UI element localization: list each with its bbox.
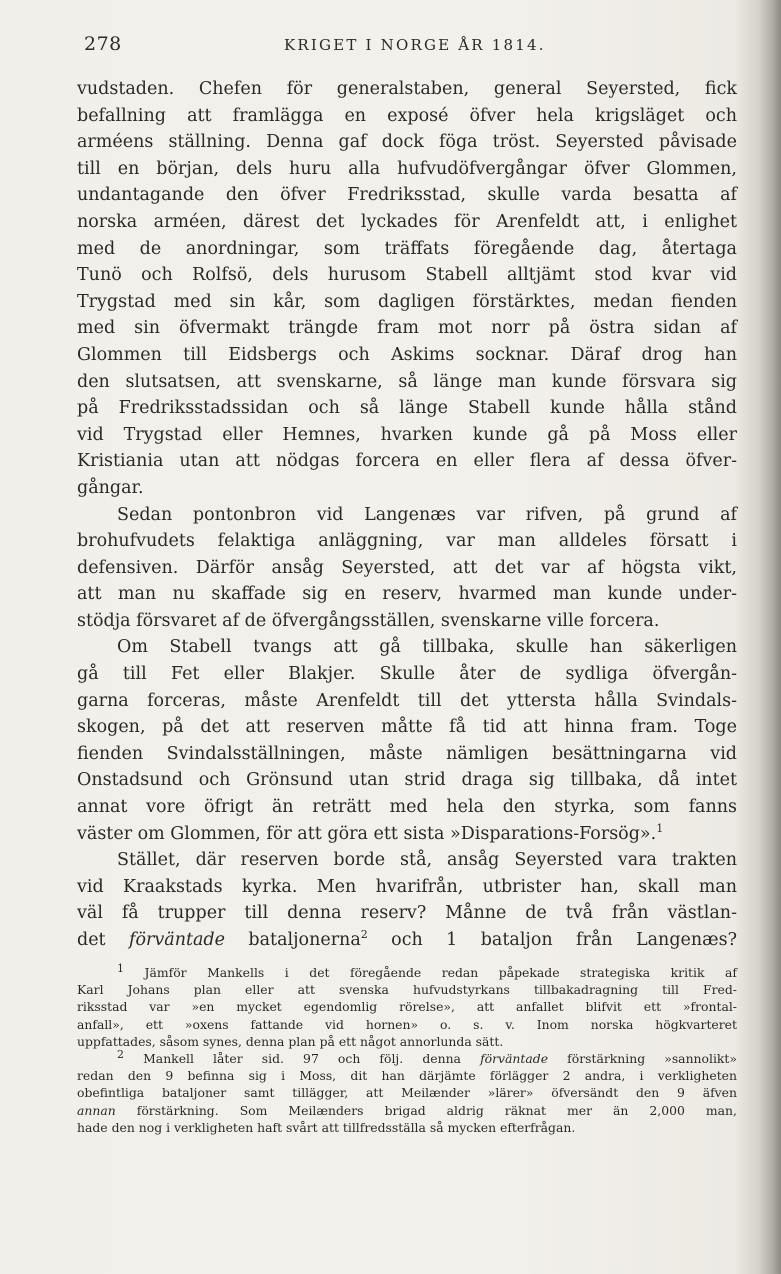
text-line: gångar.	[77, 477, 144, 498]
footnote-2-line: hade den nog i verkligheten haft svårt att tillfredsställa så mycken efterfrågan.	[77, 1119, 576, 1135]
footnote-2-line: obefintliga bataljoner samt tillägger, att Meilænder »lärer» öfversändt den 9 äfven	[77, 1085, 737, 1101]
footnote-1-line: riksstad var »en mycket egendomlig rörelse», att anfallet blifvit ett »frontal-	[77, 999, 737, 1015]
footnote-separator	[84, 958, 734, 959]
footnote-mark-2: 2	[360, 928, 368, 942]
text-line: stödja försvaret af de öfvergångsställen, svenskarne ville forcera.	[77, 610, 660, 631]
italic-word: annan	[77, 1102, 116, 1118]
text-line: befallning att framlägga en exposé öfver hela krigsläget och	[77, 105, 737, 126]
text-line: vid Kraakstads kyrka. Men hvarifrån, utbrister han, skall man	[77, 876, 737, 897]
footnote-text: Jämför Mankells i det föregående redan påpekade strategiska kritik af	[144, 965, 737, 980]
footnotes	[77, 961, 737, 1136]
text-line: gå till Fet eller Blakjer. Skulle åter de sydliga öfvergån-	[77, 664, 737, 685]
text-segment: det	[77, 930, 106, 950]
text-line: defensiven. Därför ansåg Seyersted, att det var af högsta vikt,	[77, 557, 737, 578]
text-line: Glommen till Eidsbergs och Askims socknar. Däraf drog han	[77, 344, 737, 365]
footnote-2-line	[77, 1047, 737, 1067]
footnote-1-line: anfall», ett »oxens fattande vid hornen» o. s. v. Inom norska högkvarteret	[77, 1016, 737, 1032]
text-line: med sin öfvermakt trängde fram mot norr på östra sidan af	[77, 318, 737, 339]
text-line: skogen, på det att reserven måtte få tid att hinna fram. Toge	[77, 717, 737, 738]
text-segment: väster om Glommen, för att göra ett sista »Disparations-Forsög».	[77, 823, 657, 844]
footnote-text: förstärkning. Som Meilænders brigad aldrig räknat mer än 2,000 man,	[136, 1102, 737, 1118]
main-text	[77, 76, 737, 954]
footnote-text: förstärkning »sannolikt»	[567, 1051, 737, 1067]
text-line: vid Trygstad eller Hemnes, hvarken kunde gå på Moss eller	[77, 424, 737, 445]
text-line-with-footnote	[77, 927, 737, 954]
text-line: fienden Svindalsställningen, måste nämligen besättningarna vid	[77, 743, 737, 764]
text-line: att man nu skaffade sig en reserv, hvarmed man kunde under-	[77, 584, 737, 605]
text-line: Kristiania utan att nödgas forcera en eller flera af dessa öfver-	[77, 451, 737, 472]
footnote-2-line: redan den 9 befinna sig i Moss, dit han därjämte förlägger 2 andra, i verkligheten	[77, 1068, 737, 1084]
text-line: vudstaden. Chefen för generalstaben, general Seyersted, fick	[77, 79, 737, 99]
text-line: med de anordningar, som träffats föregående dag, återtaga	[77, 238, 737, 259]
text-line: den slutsatsen, att svenskarne, så länge man kunde försvara sig	[77, 371, 737, 392]
running-head: KRIGET I NORGE ÅR 1814.	[284, 36, 546, 54]
page-edge-shadow	[759, 0, 781, 1274]
footnote-1-line: uppfattades, såsom synes, denna plan på ett något annorlunda sätt.	[77, 1033, 504, 1049]
text-line: till en början, dels huru alla hufvudöfvergångar öfver Glommen,	[77, 158, 737, 179]
text-line: brohufvudets felaktiga anläggning, var man alldeles försatt i	[77, 531, 737, 552]
page-number: 278	[84, 33, 122, 55]
text-line-indented: Sedan pontonbron vid Langenæs var rifven, på grund af	[117, 504, 737, 525]
footnote-mark-1: 1	[656, 821, 664, 835]
page-header	[84, 33, 734, 59]
text-line: undantagande den öfver Fredriksstad, skulle varda besatta af	[77, 185, 737, 206]
text-line: arméens ställning. Denna gaf dock föga tröst. Seyersted påvisade	[77, 132, 737, 153]
footnote-text: Mankell låter sid. 97 och följ. denna	[143, 1051, 461, 1067]
footnote-1-line	[77, 961, 737, 981]
text-line: Tunö och Rolfsö, dels hurusom Stabell alltjämt stod kvar vid	[77, 265, 737, 286]
text-line: annat vore öfrigt än reträtt med hela den styrka, som fanns	[77, 797, 737, 818]
text-segment: och 1 bataljon från Langenæs?	[391, 930, 737, 950]
text-line: garna forceras, måste Arenfeldt till det yttersta hålla Svindals-	[77, 690, 737, 711]
text-line-indented: Stället, där reserven borde stå, ansåg Seyersted vara trakten	[117, 850, 737, 871]
text-line: väl få trupper till denna reserv? Månne de två från västlan-	[77, 903, 737, 924]
text-line: på Fredriksstadssidan och så länge Stabell kunde hålla stånd	[77, 398, 737, 419]
footnote-2-line	[77, 1102, 737, 1119]
text-line: norska arméen, därest det lyckades för Arenfeldt att, i enlighet	[77, 211, 737, 232]
text-line: Trygstad med sin kår, som dagligen förstärktes, medan fienden	[77, 291, 737, 312]
italic-word: förväntade	[480, 1051, 549, 1067]
footnote-1-line: Karl Johans plan eller att svenska hufvudstyrkans tillbakadragning till Fred-	[77, 982, 737, 998]
text-line-with-footnote	[77, 821, 737, 848]
text-segment: bataljonerna	[248, 930, 361, 950]
italic-word: förväntade	[129, 930, 225, 950]
footnote-2-mark: 2	[117, 1047, 124, 1061]
footnote-1-mark: 1	[117, 961, 124, 975]
text-line: Onstadsund och Grönsund utan strid draga sig tillbaka, då intet	[77, 770, 737, 791]
text-line-indented: Om Stabell tvangs att gå tillbaka, skulle han säkerligen	[117, 637, 737, 658]
